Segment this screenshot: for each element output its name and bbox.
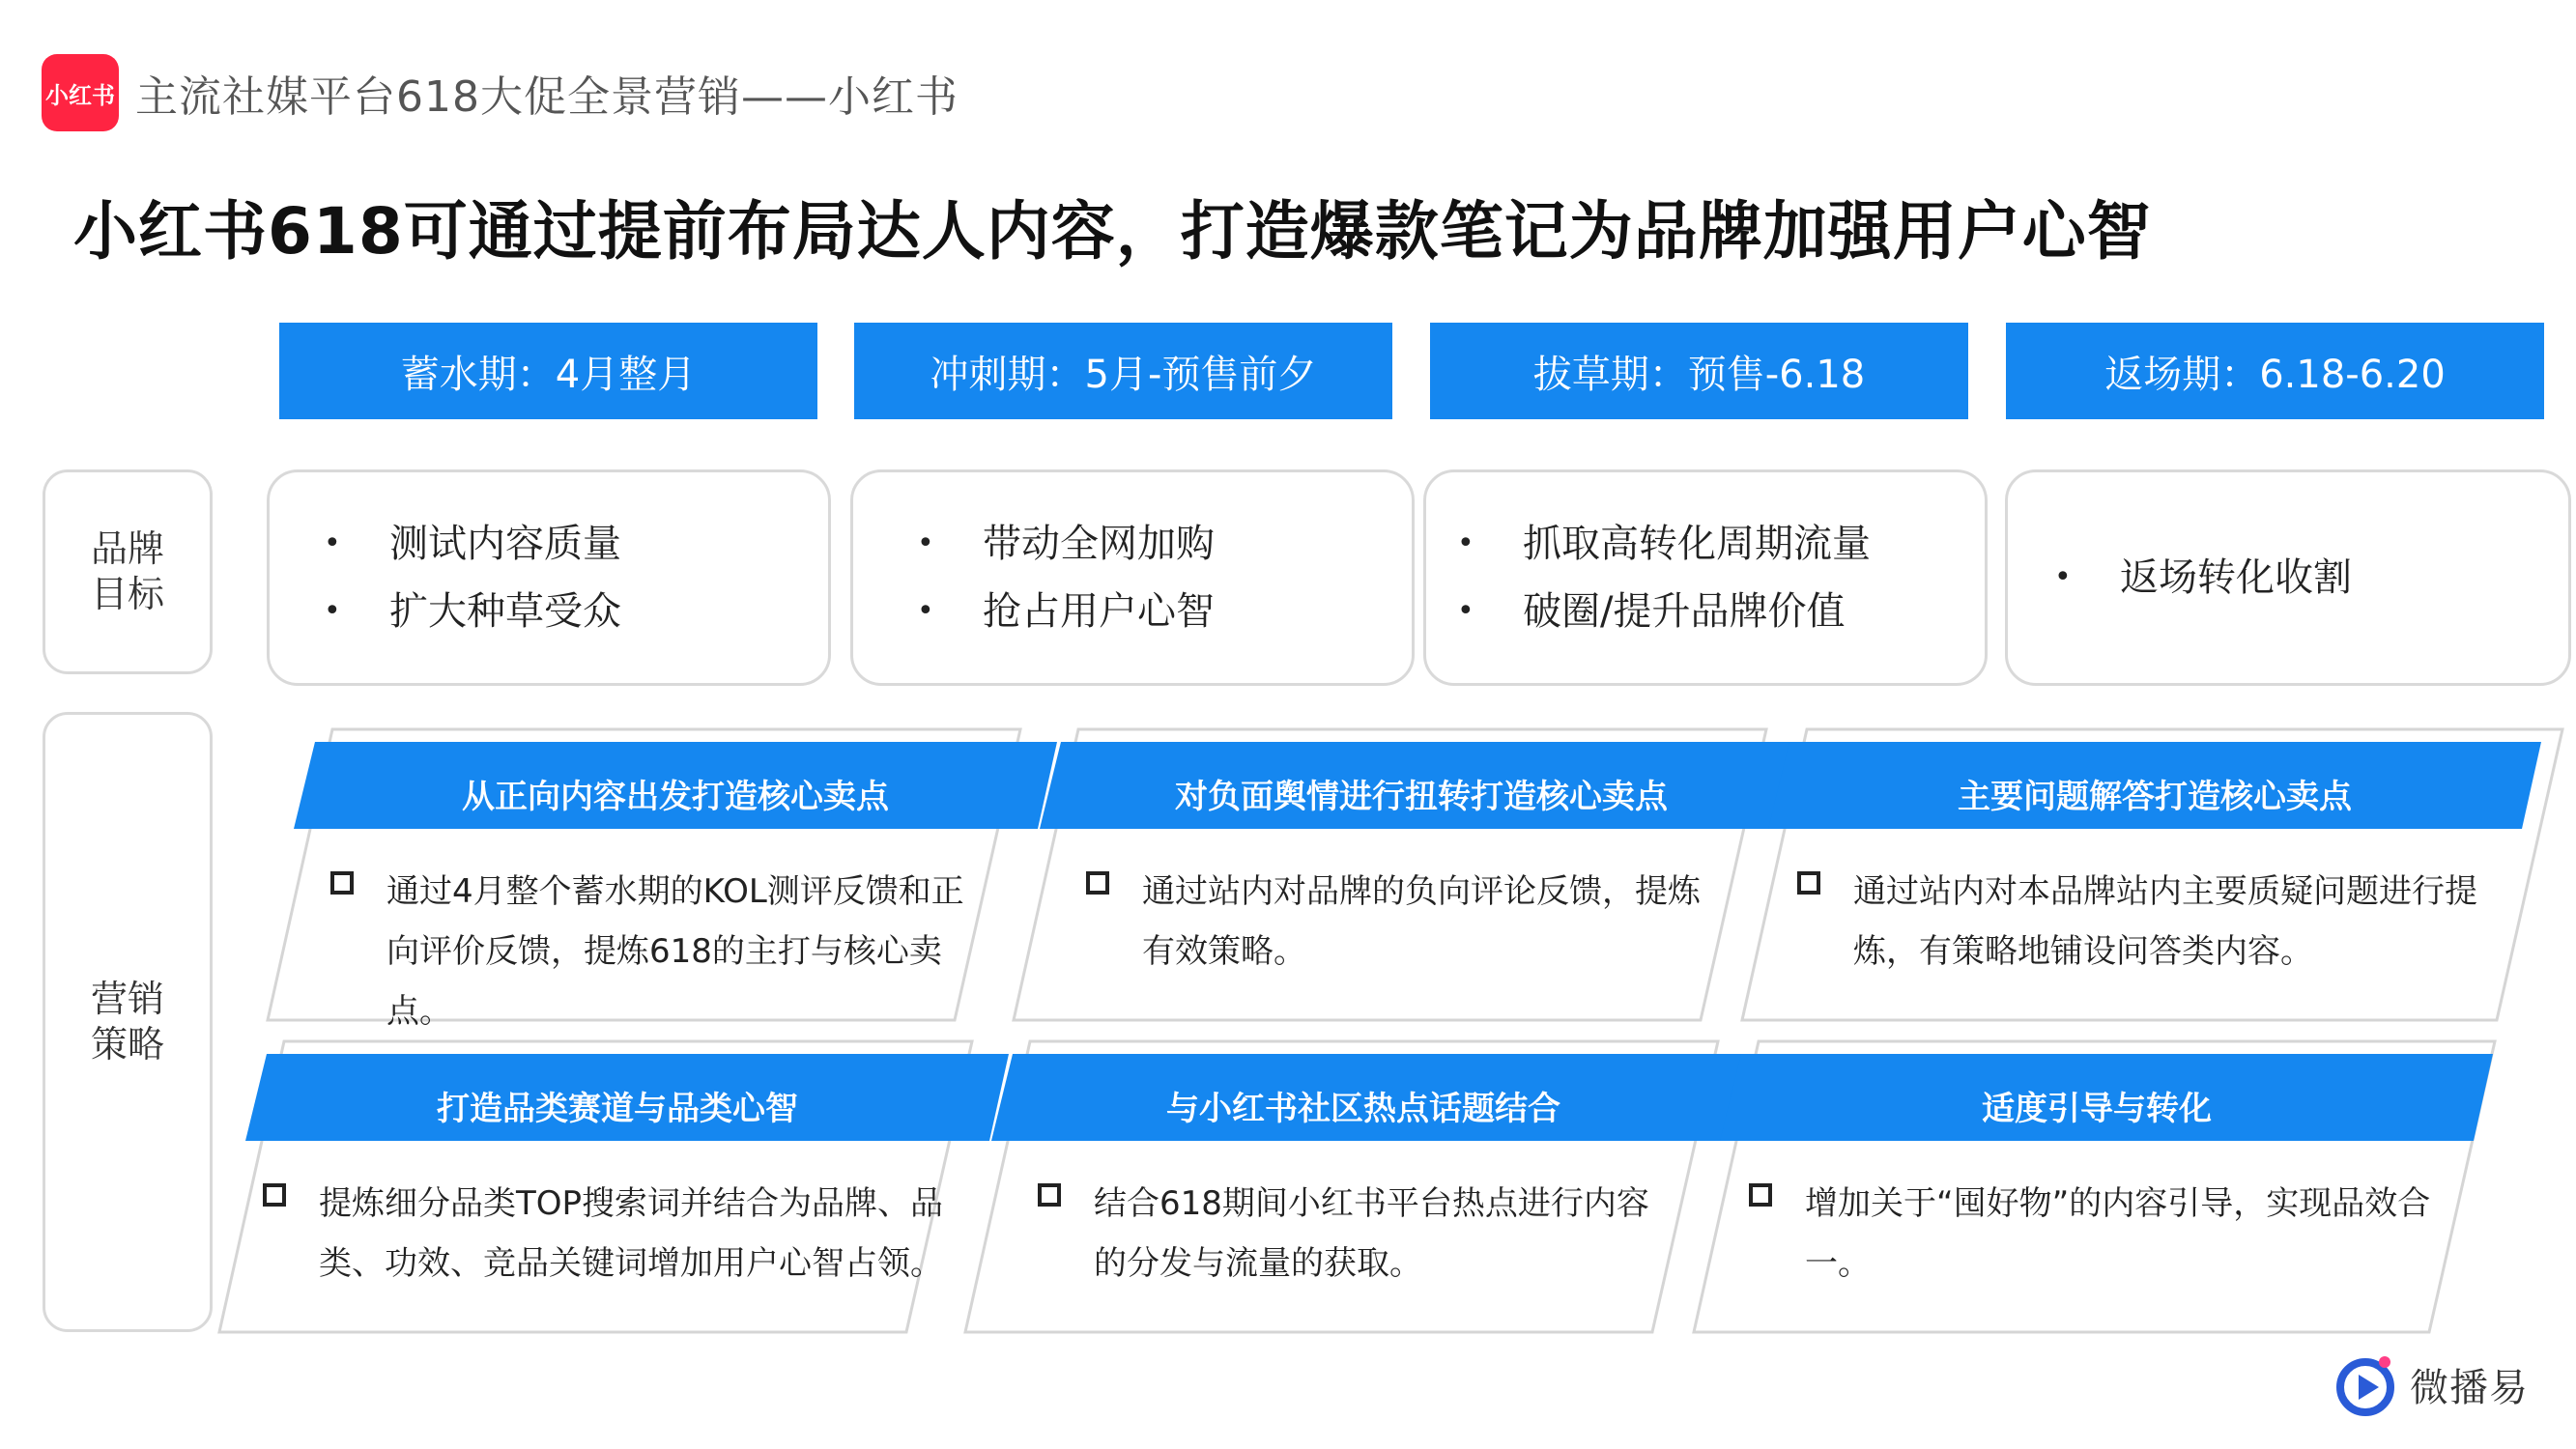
strategy-card-3 [1739,726,2503,1023]
strategy-body: 通过4月整个蓄水期的KOL测评反馈和正向评价反馈，提炼618的主打与核心卖点。 [386,872,964,1031]
strategy-card-5 [962,1038,1726,1335]
section-topic: 主流社媒平台618大促全景营销——小红书 [135,72,959,122]
strategy-title: 对负面舆情进行扭转打造核心卖点 [1175,777,1668,816]
goal-item: • 带动全网加购 [983,510,1412,578]
page-title: 小红书618可通过提前布局达人内容，打造爆款笔记为品牌加强用户心智 [73,194,2152,269]
strategy-body: 结合618期间小红书平台热点进行内容的分发与流量的获取。 [1094,1184,1649,1283]
goal-box-1 [267,469,831,686]
phase-header-2: 冲刺期：5月-预售前夕 [854,323,1392,419]
goal-box-3 [1423,469,1988,686]
goal-item: • 返场转化收割 [2120,544,2568,611]
strategy-body: 增加关于“囤好物”的内容引导，实现品效合一。 [1805,1184,2431,1283]
strategy-title: 适度引导与转化 [1982,1089,2212,1128]
weiboyi-brand [2333,1350,2529,1418]
goal-item: • 测试内容质量 [389,510,828,578]
strategy-title: 主要问题解答打造核心卖点 [1958,777,2352,816]
marketing-strategy-label-text: 营销策略 [90,978,164,1065]
phase-header-4: 返场期：6.18-6.20 [2006,323,2544,419]
phase-header-3: 拔草期：预售-6.18 [1430,323,1968,419]
checkbox-square-icon [330,871,354,895]
marketing-strategy-label [43,712,213,1332]
strategy-body: 提炼细分品类TOP搜索词并结合为品牌、品类、功效、竞品关键词增加用户心智占领。 [319,1184,944,1283]
strategy-card-1 [265,726,1028,1031]
strategy-card-6 [1691,1038,2454,1335]
goal-item: • 破圈/提升品牌价值 [1523,578,1985,645]
logo-text: 小红书 [45,81,115,109]
goal-box-4 [2005,469,2571,686]
strategy-title: 打造品类赛道与品类心智 [437,1089,798,1128]
strategy-body: 通过站内对品牌的负向评论反馈，提炼有效策略。 [1142,872,1701,971]
checkbox-square-icon [263,1183,286,1207]
goal-item: • 抓取高转化周期流量 [1523,510,1985,578]
play-icon [2333,1350,2400,1418]
strategy-card-2 [1011,726,1774,1023]
brand-goal-label [43,469,213,674]
checkbox-square-icon [1086,871,1109,895]
checkbox-square-icon [1797,871,1820,895]
strategy-card-4 [216,1038,980,1335]
phase-header-1: 蓄水期：4月整月 [279,323,817,419]
checkbox-square-icon [1749,1183,1772,1207]
strategy-title: 与小红书社区热点话题结合 [1166,1089,1560,1128]
goal-box-2 [850,469,1415,686]
goal-item: • 扩大种草受众 [389,578,828,645]
goal-item: • 抢占用户心智 [983,578,1412,645]
brand-goal-label-text: 品牌目标 [90,527,164,615]
strategy-title: 从正向内容出发打造核心卖点 [462,777,889,816]
brand-name: 微播易 [2410,1365,2529,1410]
strategy-body: 通过站内对本品牌站内主要质疑问题进行提炼，有策略地铺设问答类内容。 [1853,872,2477,971]
checkbox-square-icon [1038,1183,1061,1207]
xiaohongshu-logo-icon [42,54,119,131]
